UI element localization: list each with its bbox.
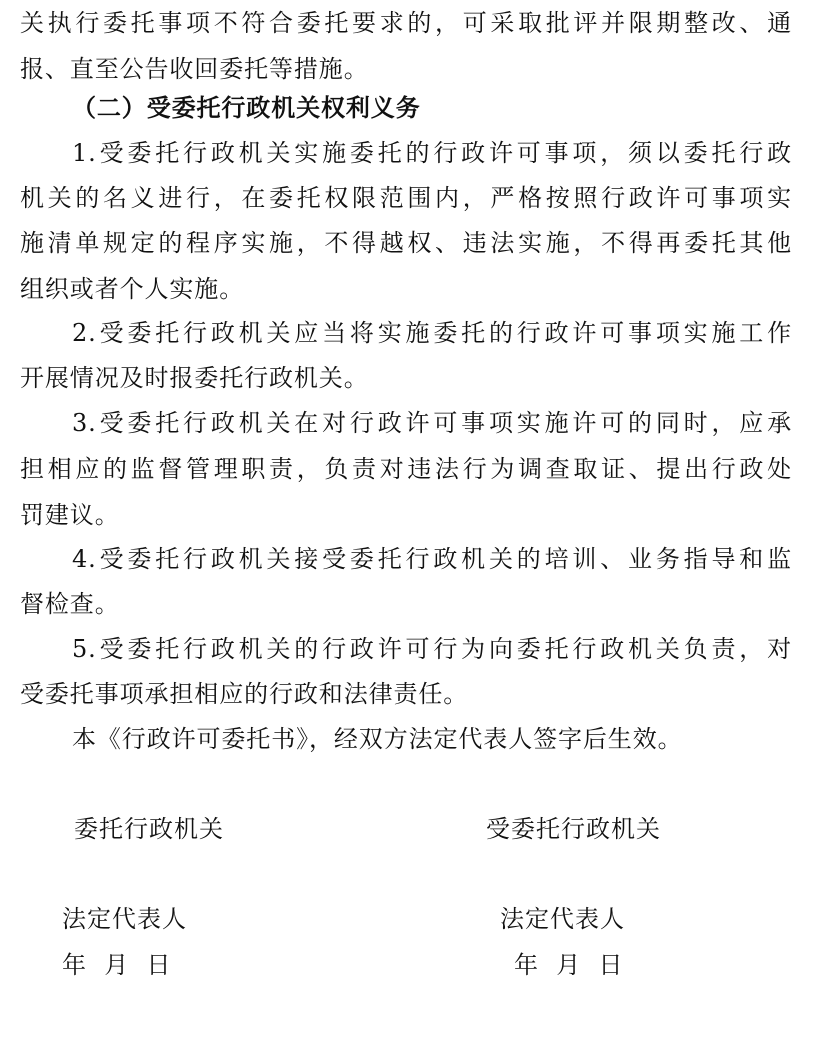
paragraph-line: 2.受委托行政机关应当将实施委托的行政许可事项实施工作 bbox=[72, 319, 792, 347]
paragraph-line: 关执行委托事项不符合委托要求的，可采取批评并限期整改、通 bbox=[20, 9, 792, 37]
section-heading: （二）受委托行政机关权利义务 bbox=[72, 93, 421, 122]
signature-right-rep: 法定代表人 bbox=[500, 905, 625, 933]
paragraph-line: 施清单规定的程序实施，不得越权、违法实施，不得再委托其他 bbox=[20, 229, 792, 257]
signature-right-org: 受委托行政机关 bbox=[486, 815, 661, 843]
paragraph-line: 开展情况及时报委托行政机关。 bbox=[20, 364, 369, 392]
paragraph-line: 组织或者个人实施。 bbox=[20, 275, 245, 303]
paragraph-line: 报、直至公告收回委托等措施。 bbox=[20, 55, 369, 83]
paragraph-line: 督检查。 bbox=[20, 590, 120, 618]
paragraph-line: 机关的名义进行，在委托权限范围内，严格按照行政许可事项实 bbox=[20, 184, 792, 212]
signature-right-date: 年 月 日 bbox=[514, 951, 624, 979]
signature-left-rep: 法定代表人 bbox=[62, 905, 187, 933]
signature-left-date: 年 月 日 bbox=[62, 951, 172, 979]
paragraph-line: 5.受委托行政机关的行政许可行为向委托行政机关负责，对 bbox=[72, 635, 792, 663]
paragraph-line: 担相应的监督管理职责，负责对违法行为调查取证、提出行政处 bbox=[20, 455, 792, 483]
paragraph-line: 受委托事项承担相应的行政和法律责任。 bbox=[20, 680, 469, 708]
paragraph-line: 3.受委托行政机关在对行政许可事项实施许可的同时，应承 bbox=[72, 409, 792, 437]
paragraph-line: 罚建议。 bbox=[20, 501, 120, 529]
paragraph-line: 1.受委托行政机关实施委托的行政许可事项，须以委托行政 bbox=[72, 139, 792, 167]
signature-left-org: 委托行政机关 bbox=[74, 815, 224, 843]
paragraph-line: 本《行政许可委托书》，经双方法定代表人签字后生效。 bbox=[72, 725, 683, 753]
paragraph-line: 4.受委托行政机关接受委托行政机关的培训、业务指导和监 bbox=[72, 545, 792, 573]
